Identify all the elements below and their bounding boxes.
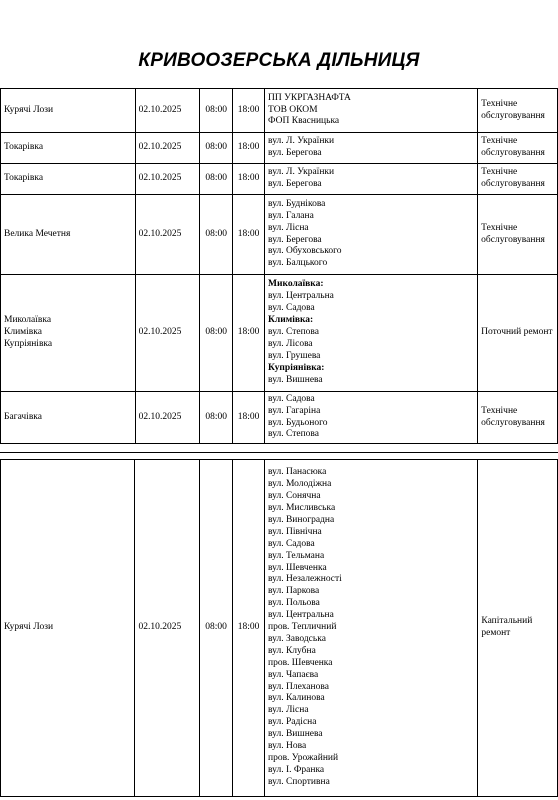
time-to-cell [233,89,265,133]
settlement-cell [1,89,136,133]
settlement-cell [1,195,136,275]
table-row [1,164,558,195]
date-cell [135,392,200,444]
settlement-name: Курячі Лози [4,104,54,115]
settlement-cell [1,133,136,164]
street-name: вул. Мисливська [267,502,336,513]
time-from-value: 08:00 [205,622,227,633]
street-name: вул. Паркова [267,586,320,597]
streets-cell [265,392,478,444]
street-name: вул. Степова [268,327,320,338]
street-name: вул. Радісна [267,717,317,728]
date-value: 02.10.2025 [138,622,182,633]
street-name: вул. Лісова [268,338,313,349]
work-type: Поточний ремонт [481,327,553,338]
street-name: вул. Л. Українки [268,167,335,178]
street-name: вул. Клубна [267,645,316,656]
table-row [1,195,558,275]
work-type: Капітальний ремонт [481,616,533,638]
street-name: вул. Берегова [268,148,322,158]
date-cell [135,275,200,392]
street-name: вул. Сонячна [267,491,321,502]
time-to-value: 18:00 [237,327,260,338]
time-to-value: 18:00 [237,173,260,184]
settlement-cell [1,275,136,392]
streets-cell [265,195,478,275]
time-to-cell [233,195,265,275]
settlement-name: Токарівка [4,173,44,184]
street-name: вул. Лісна [268,222,309,233]
settlement-name: Багачівка [4,411,42,422]
time-from-cell [200,89,233,133]
time-from-value: 08:00 [205,104,227,115]
time-to-cell [233,133,265,164]
streets-cell [265,164,478,195]
work-type-cell [478,275,558,392]
street-name: вул. Спортивна [267,776,330,787]
street-name: вул. Буднікова [268,198,326,209]
time-from-cell [200,195,233,275]
street-name: вул. Виноградна [267,514,335,525]
street-name: вул. Обуховського [268,246,342,257]
street-name: пров. Тепличний [267,622,337,633]
date-cell [135,133,200,164]
date-value: 02.10.2025 [138,142,182,153]
date-value: 02.10.2025 [138,411,182,422]
street-name: ПП УКРГАЗНАФТА [268,92,351,103]
section-divider [0,452,558,453]
street-name: вул. Степова [268,429,320,440]
settlement-name: Курячі Лози [4,622,54,633]
date-cell [135,89,200,133]
street-name: вул. Панасюка [267,467,327,478]
table-row [1,275,558,392]
street-name: вул. Нова [267,741,307,752]
time-from-value: 08:00 [205,411,227,422]
date-value: 02.10.2025 [138,104,182,115]
time-from-cell [200,392,233,444]
street-name: вул. Плеханова [267,681,329,692]
street-name: вул. Садова [267,538,315,549]
settlement-name: Климівка [4,327,42,338]
street-name: пров. Урожайний [267,753,339,764]
street-name: вул. Берегова [268,234,322,245]
time-from-cell [200,275,233,392]
table-row [1,392,558,444]
work-type: Технічне обслуговування [481,98,545,121]
street-name: вул. Вишнева [267,729,323,740]
settlement-name: Купріянівка [4,338,53,349]
street-name: вул. Центральна [268,291,334,302]
work-type-cell [478,164,558,195]
street-name: вул. Л. Українки [268,136,335,147]
work-type-cell [478,133,558,164]
streets-cell [264,460,477,797]
work-type-cell [478,89,558,133]
table-row [1,133,558,164]
street-name: вул. Незалежності [267,574,342,585]
settlement-name: Миколаївка [4,315,52,326]
settlement-heading: Миколаївка: [268,279,324,290]
streets-cell [265,275,478,392]
time-to-cell [233,275,265,392]
settlement-cell [1,164,136,195]
time-from-cell [200,460,233,797]
street-name: вул. Садова [268,393,315,404]
date-value: 02.10.2025 [138,228,182,239]
street-name: вул. Заводська [267,633,326,644]
schedule-table-continued [0,459,558,797]
streets-cell [265,133,478,164]
date-value: 02.10.2025 [138,327,182,338]
table-row [1,460,558,797]
date-cell [135,460,200,797]
date-value: 02.10.2025 [138,173,182,184]
time-from-cell [200,133,233,164]
time-from-value: 08:00 [205,173,227,184]
street-name: вул. Будьоного [268,417,328,428]
time-to-value: 18:00 [237,228,260,239]
street-name: вул. Чапаєва [267,669,319,680]
work-type-cell [478,195,558,275]
settlement-cell [1,392,136,444]
street-name: вул. Тельмана [267,550,325,561]
time-from-value: 08:00 [205,142,227,153]
settlement-name: Токарівка [4,142,44,153]
time-to-value: 18:00 [237,142,260,153]
work-type: Технічне обслуговування [481,136,545,158]
street-name: вул. І. Франка [267,764,325,775]
street-name: вул. Берегова [268,179,322,189]
time-from-value: 08:00 [205,327,227,338]
street-name: вул. Садова [268,303,315,314]
date-cell [135,195,200,275]
work-type-cell [478,460,558,797]
street-name: вул. Північна [267,526,322,537]
settlement-cell [1,460,135,797]
time-to-value: 18:00 [237,104,260,115]
page-title: КРИВООЗЕРСЬКА ДІЛЬНИЦЯ [138,50,420,71]
work-type: Технічне обслуговування [481,167,545,189]
street-name: вул. Шевченка [267,562,327,573]
street-name: вул. Галана [268,210,314,221]
street-name: ФОП Квасницька [268,116,340,127]
work-type: Технічне обслуговування [481,405,545,428]
schedule-table [0,88,558,444]
street-name: вул. Калинова [267,693,325,704]
date-cell [135,164,200,195]
time-to-cell [233,164,265,195]
street-name: вул. Центральна [267,610,334,621]
street-name: ТОВ ОКОМ [268,104,318,115]
time-to-value: 18:00 [237,622,260,633]
street-name: вул. Польова [267,598,320,609]
streets-cell [265,89,478,133]
table-row [1,89,558,133]
work-type-cell [478,392,558,444]
street-name: пров. Шевченка [267,657,333,668]
work-type: Технічне обслуговування [481,222,545,245]
street-name: вул. Молодіжна [267,479,332,490]
settlement-heading: Купріянівка: [268,362,325,373]
time-to-cell [233,460,265,797]
street-name: вул. Гагаріна [268,405,321,416]
settlement-name: Велика Мечетня [4,228,71,239]
time-from-value: 08:00 [205,228,227,239]
time-to-cell [233,392,265,444]
street-name: вул. Вишнева [268,374,323,385]
street-name: вул. Балцького [268,258,328,269]
street-name: вул. Лісна [267,705,309,716]
time-from-cell [200,164,233,195]
time-to-value: 18:00 [237,411,260,422]
settlement-heading: Климівка: [268,315,314,326]
street-name: вул. Грушева [268,350,321,361]
